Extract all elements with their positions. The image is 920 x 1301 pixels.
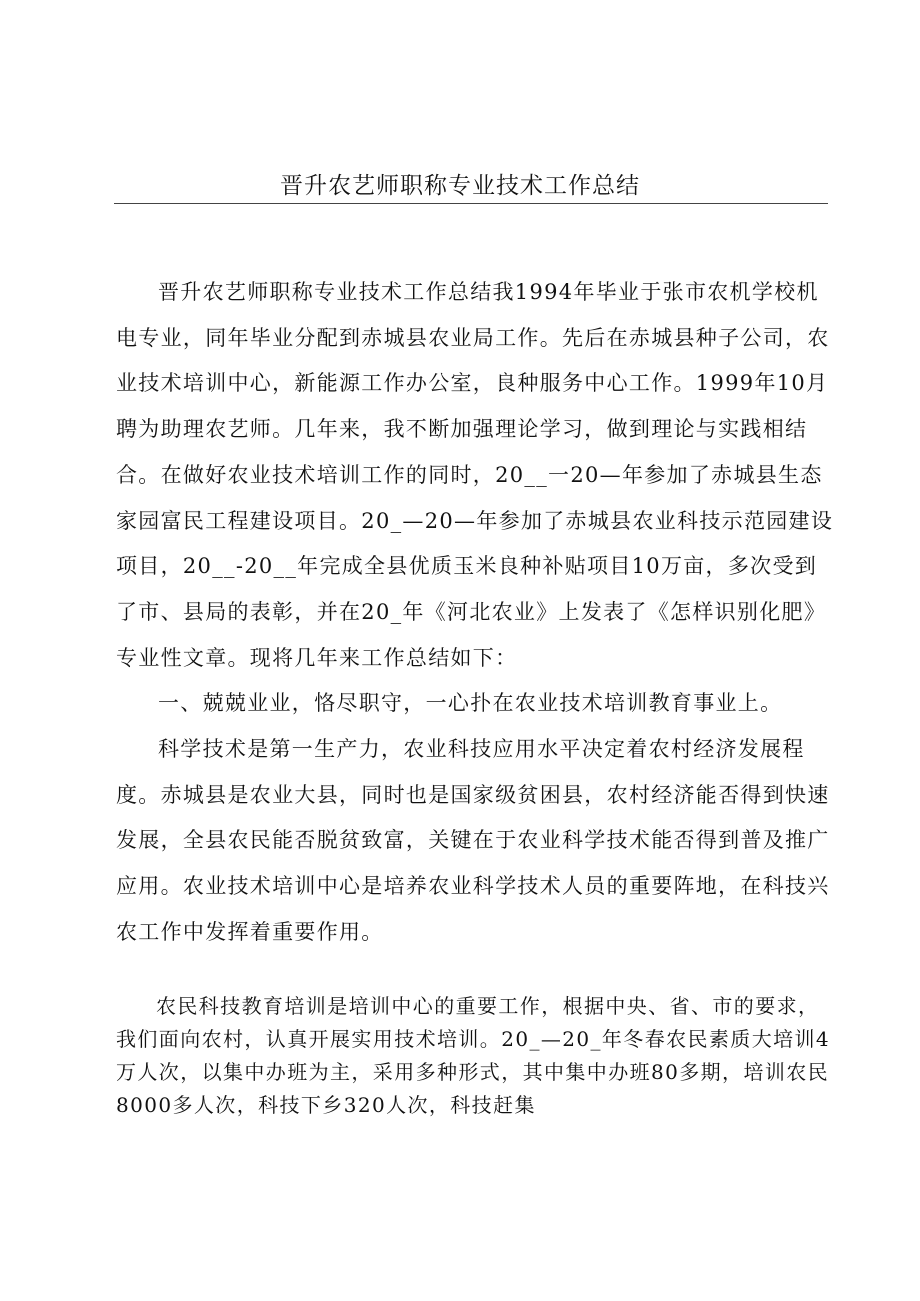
document-body xyxy=(116,270,836,956)
title-underline xyxy=(114,203,828,204)
document-title: 晋升农艺师职称专业技术工作总结 xyxy=(280,173,640,199)
paragraph-intro: 晋升农艺师职称专业技术工作总结我1994年毕业于张市农机学校机电专业，同年毕业分配到赤城县农业局工作。先后在赤城县种子公司，农业技术培训中心，新能源工作办公室，良种服务中心工作。1999年10月聘为助理农艺师。几年来，我不断加强理论学习，做到理论与实践相结合。在做好农业技术培训工作的同时，20__一20—年参加了赤城县生态家园富民工程建设项目。20_—20—年参加了赤城县农业科技示范园建设项目，20__-20__年完成全县优质玉米良种补贴项目10万亩，多次受到了市、县局的表彰，并在20_年《河北农业》上发表了《怎样识别化肥》专业性文章。现将几年来工作总结如下： xyxy=(116,280,834,670)
paragraph-training: 农民科技教育培训是培训中心的重要工作，根据中央、省、市的要求，我们面向农村，认真开展实用技术培训。20_—20_年冬春农民素质大培训4万人次，以集中办班为主，采用多种形式，其中集中办班80多期，培训农民8000多人次，科技下乡320人次，科技赶集 xyxy=(116,994,831,1117)
section-heading-1: 一、兢兢业业，恪尽职守，一心扑在农业技术培训教育事业上。 xyxy=(158,691,783,716)
paragraph-science: 科学技术是第一生产力，农业科技应用水平决定着农村经济发展程度。赤城县是农业大县，同时也是国家级贫困县，农村经济能否得到快速发展，全县农民能否脱贫致富，关键在于农业科学技术能否得到普及推广应用。农业技术培训中心是培养农业科学技术人员的重要阵地，在科技兴农工作中发挥着重要作用。 xyxy=(116,737,830,944)
